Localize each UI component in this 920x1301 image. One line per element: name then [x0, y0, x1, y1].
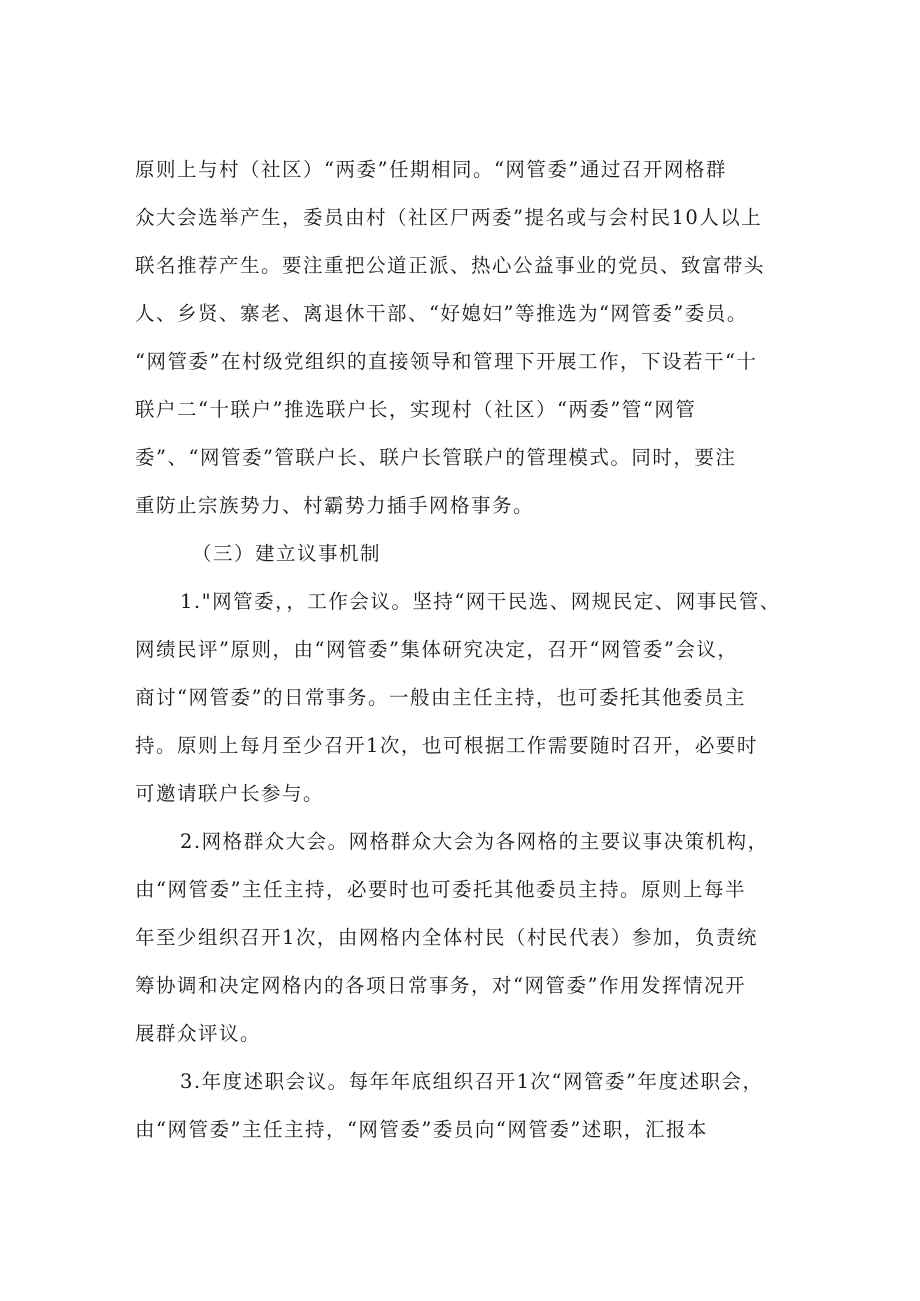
paragraph-line: 2.网格群众大会。网格群众大会为各网格的主要议事决策机构， [180, 830, 769, 853]
paragraph-line: 众大会选举产生，委员由村（社区尸两委”提名或与会村民10人以上 [135, 206, 763, 229]
paragraph-line: 可邀请联户长参与。 [135, 782, 325, 805]
paragraph-line: “网管委”在村级党组织的直接领导和管理下开展工作，下设若干“十 [135, 350, 758, 373]
paragraph-line: 人、乡贤、寨老、离退休干部、“好媳妇”等推选为“网管委”委员。 [135, 302, 748, 325]
paragraph-line: 重防止宗族势力、村霸势力插手网格事务。 [135, 494, 535, 517]
paragraph-line: 1."网管委，，工作会议。坚持“网干民选、网规民定、网事民管、 [180, 590, 781, 613]
paragraph-line: 持。原则上每月至少召开1次，也可根据工作需要随时召开，必要时 [135, 734, 758, 757]
paragraph-line: 展群众评议。 [135, 1022, 262, 1045]
paragraph-line: 原则上与村（社区）“两委”任期相同。“网管委”通过召开网格群 [135, 158, 727, 181]
paragraph-line: 联户二“十联户”推选联户长，实现村（社区）“两委”管“网管 [135, 398, 697, 421]
paragraph-line: 由“网管委”主任主持，必要时也可委托其他委员主持。原则上每半 [135, 878, 746, 901]
paragraph-line: 商讨“网管委”的日常事务。一般由主任主持，也可委托其他委员主 [135, 686, 746, 709]
paragraph-line: 筹协调和决定网格内的各项日常事务，对“网管委”作用发挥情况开 [135, 974, 746, 997]
paragraph-line: 由“网管委”主任主持，“网管委”委员向“网管委”述职，汇报本 [135, 1118, 708, 1141]
paragraph-line: 联名推荐产生。要注重把公道正派、热心公益事业的党员、致富带头 [135, 254, 766, 277]
paragraph-line: 年至少组织召开1次，由网格内全体村民（村民代表）参加，负责统 [135, 926, 758, 949]
paragraph-line: 委”、“网管委”管联户长、联户长管联户的管理模式。同时，要注 [135, 446, 737, 469]
section-heading: （三）建立议事机制 [192, 542, 382, 565]
paragraph-line: 网绩民评”原则，由“网管委”集体研究决定，召开“网管委”会议， [135, 638, 739, 661]
paragraph-line: 3.年度述职会议。每年年底组织召开1次“网管委”年度述职会， [180, 1070, 764, 1093]
